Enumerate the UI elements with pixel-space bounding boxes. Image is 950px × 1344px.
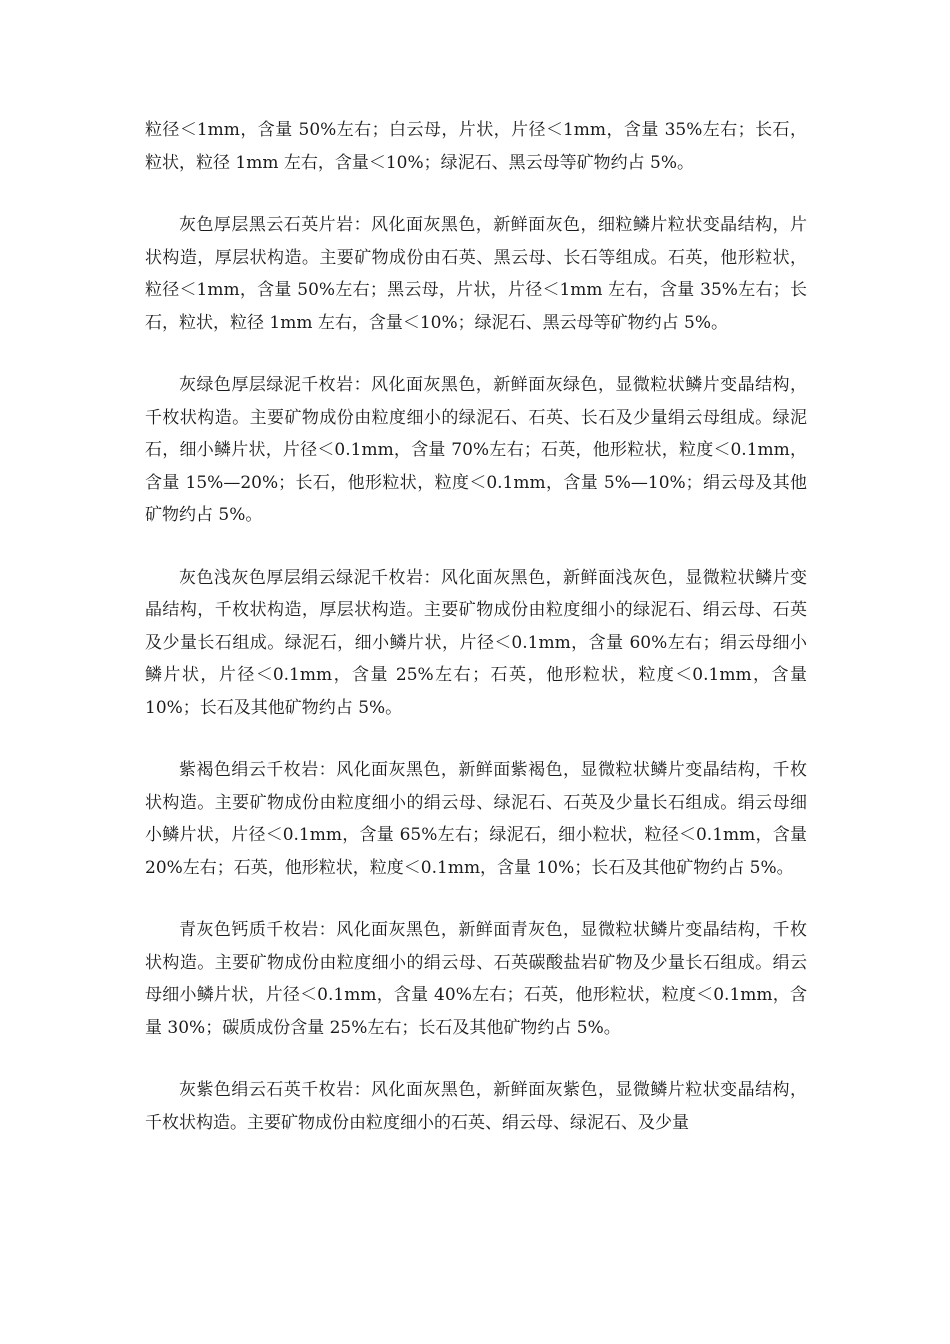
paragraph-1: 粒径＜1mm，含量 50%左右；白云母，片状，片径＜1mm，含量 35%左右；长石，粒状，粒径 1mm 左右，含量＜10%；绿泥石、黑云母等矿物约占 5%。	[145, 120, 807, 173]
paragraph-5: 紫褐色绢云千枚岩：风化面灰黑色，新鲜面紫褐色，显微粒状鳞片变晶结构，千枚状构造。主要矿物成份由粒度细小的绢云母、绿泥石、石英及少量长石组成。绢云母细小鳞片状，片径＜0.1mm，含量 65%左右；绿泥石，细小粒状，粒径＜0.1mm，含量 20%左右；石英，他形粒状，粒度＜0.1mm，含量 10%；长石及其他矿物约占 5%。	[145, 760, 807, 878]
paragraph-4: 灰色浅灰色厚层绢云绿泥千枚岩：风化面灰黑色，新鲜面浅灰色，显微粒状鳞片变晶结构，千枚状构造，厚层状构造。主要矿物成份由粒度细小的绿泥石、绢云母、石英及少量长石组成。绿泥石，细小鳞片状，片径＜0.1mm，含量 60%左右；绢云母细小鳞片状，片径＜0.1mm，含量 25%左右；石英，他形粒状，粒度＜0.1mm，含量 10%；长石及其他矿物约占 5%。	[145, 567, 807, 718]
paragraph-7: 灰紫色绢云石英千枚岩：风化面灰黑色，新鲜面灰紫色，显微鳞片粒状变晶结构，千枚状构造。主要矿物成份由粒度细小的石英、绢云母、绿泥石、及少量	[145, 1080, 807, 1133]
paragraph-3: 灰绿色厚层绿泥千枚岩：风化面灰黑色，新鲜面灰绿色，显微粒状鳞片变晶结构，千枚状构造。主要矿物成份由粒度细小的绿泥石、石英、长石及少量绢云母组成。绿泥石，细小鳞片状，片径＜0.1mm，含量 70%左右；石英，他形粒状，粒度＜0.1mm，含量 15%—20%；长石，他形粒状，粒度＜0.1mm，含量 5%—10%；绢云母及其他矿物约占 5%。	[145, 375, 807, 525]
paragraph-6: 青灰色钙质千枚岩：风化面灰黑色，新鲜面青灰色，显微粒状鳞片变晶结构，千枚状构造。主要矿物成份由粒度细小的绢云母、石英碳酸盐岩矿物及少量长石组成。绢云母细小鳞片状，片径＜0.1mm，含量 40%左右；石英，他形粒状，粒度＜0.1mm，含量 30%；碳质成份含量 25%左右；长石及其他矿物约占 5%。	[145, 920, 807, 1038]
document-page	[145, 114, 807, 1169]
paragraph-2: 灰色厚层黑云石英片岩：风化面灰黑色，新鲜面灰色，细粒鳞片粒状变晶结构，片状构造，厚层状构造。主要矿物成份由石英、黑云母、长石等组成。石英，他形粒状，粒径＜1mm，含量 50%左右；黑云母，片状，片径＜1mm 左右，含量 35%左右；长石，粒状，粒径 1mm 左右，含量＜10%；绿泥石、黑云母等矿物约占 5%。	[145, 215, 807, 333]
